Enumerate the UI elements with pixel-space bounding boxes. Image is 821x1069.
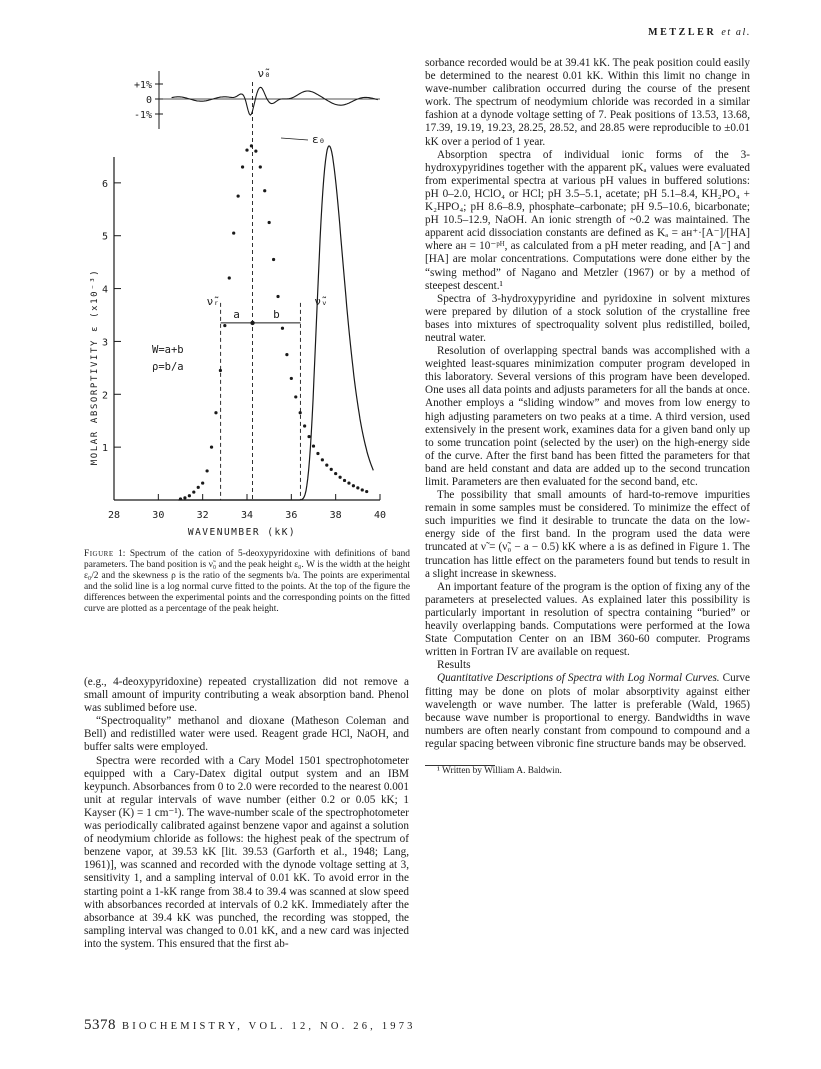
caption-label: Figure (84, 549, 114, 559)
paragraph: Absorption spectra of individual ionic forms of the 3-hydroxypyridines together with the apparent pKₐ values were evaluated from experimental spectra at various pH values in buffered solutions: pH 0–2.0, HClO₄ or HCl; pH 3.5–5.1, acetate; pH 5.1–8.4, KH₂PO₄ + K₂HPO₄; pH 8.6–8.9, phosphate–carbonate; pH 9.5–10.6, bicarbonate; pH 10.5–12.9, NaOH. An ionic strength of ~0.2 was maintained. The apparent acid dissociation constants are defined as Kₐ = aʜ⁺·[A⁻]/[HA] where aʜ = 10⁻ᵖᴴ, as calculated from a pH meter reading, and [A⁻] and [HA] are molar concentrations. Computations were done either by the “swing method” of Nagano and Metzler (1967) or by a method of steepest descent.¹ (425, 148, 750, 292)
x-tick-label: 40 (373, 510, 387, 521)
data-point (179, 497, 182, 500)
data-point (307, 435, 310, 438)
data-point (339, 476, 342, 479)
half-height-peak-marker (250, 321, 254, 325)
paragraph: Resolution of overlapping spectral bands was accomplished with a weighted least-squares minimization computer program developed in this laboratory. Several versions of this program have been developed. One uses all data points and adjusts parameters for all the bands at once. Another employs a “sliding window” and moves from low energy to high adjusting parameters on two peaks at a time. A third version, used extensively in the present work, examines data for a given band only up to some truncation point (selected by the user) on the high-energy side of the curve. After the first band has been fitted the parameters for that band are held constant and data are added up to the second truncation limit. Parameters are then evaluated for the second band, etc. (425, 345, 750, 488)
x-tick-label: 36 (285, 510, 298, 521)
data-point (365, 490, 368, 493)
data-point (285, 353, 288, 356)
data-point (263, 189, 266, 192)
page-number: 5378 (84, 1017, 116, 1033)
data-point (232, 231, 235, 234)
guide-lines (221, 82, 301, 500)
left-column (84, 676, 409, 951)
data-point (219, 369, 222, 372)
data-point (334, 472, 337, 475)
right-column (425, 57, 750, 777)
difference-curve (172, 87, 378, 115)
spectrum-chart (84, 57, 410, 537)
chart-annotations (90, 67, 328, 537)
paragraph: “Spectroquality” methanol and dioxane (Matheson Coleman and Bell) and redistilled water were used. Reagent grade HCl, NaOH, and buffer salts were employed. (84, 715, 409, 754)
eps0-leader (281, 138, 308, 140)
data-point (214, 411, 217, 414)
data-point (210, 446, 213, 449)
data-point (223, 324, 226, 327)
data-point (312, 444, 315, 447)
experimental-points (179, 144, 368, 500)
paragraph: (e.g., 4-deoxypyridoxine) repeated crystallization did not remove a small amount of impurity contributing a weak absorption band. Phenol was sublimed before use. (84, 676, 409, 715)
diff-tick-label: 0 (145, 95, 152, 106)
data-point (361, 488, 364, 491)
y-tick-label: 2 (101, 390, 108, 402)
data-point (192, 490, 195, 493)
data-point (259, 165, 262, 168)
data-point (201, 481, 204, 484)
data-point (294, 395, 297, 398)
section-heading-results: Results (437, 659, 471, 672)
y-tick-label: 5 (101, 231, 108, 243)
y-tick-label: 3 (101, 337, 108, 349)
x-tick-label: 28 (107, 510, 121, 521)
data-point (197, 486, 200, 489)
y-tick-label: 6 (101, 178, 108, 190)
eps0-label: ε₀ (312, 133, 326, 146)
data-point (281, 327, 284, 330)
nu-r-label: ν̃ᵣ (206, 294, 220, 308)
caption-text: 1: Spectrum of the cation of 5-deoxypyridoxine with definitions of band parameters. The band position is ν̃₀ and the peak height ε₀. W is the width at the height ε₀/2 and the skewness ρ is the ratio of the segments b/a. The points are experimental and the solid line is a log normal curve fitted to the points. At the top of the figure the differences between the experimental points and the corresponding points on the fitted curve are plotted as a percentage of the peak height. (84, 549, 410, 615)
chart-ticks (102, 179, 386, 521)
x-tick-label: 34 (240, 510, 254, 521)
data-point (183, 496, 186, 499)
data-point (188, 494, 191, 497)
y-tick-label: 1 (101, 443, 108, 455)
x-tick-label: 38 (329, 510, 342, 521)
data-point (316, 452, 319, 455)
figure-caption (84, 549, 410, 616)
data-point (356, 486, 359, 489)
data-point (228, 276, 231, 279)
data-point (237, 194, 240, 197)
data-point (321, 458, 324, 461)
data-point (245, 148, 248, 151)
diff-tick-label: +1% (133, 80, 152, 91)
data-point (254, 150, 257, 153)
nu0-label: ν̃₀ (257, 67, 271, 80)
running-head-authors: METZLER (648, 27, 717, 38)
data-point (347, 481, 350, 484)
data-point (303, 424, 306, 427)
y-axis-title: MOLAR ABSORPTIVITY ε (x10⁻³) (90, 268, 100, 466)
results-text: Curve fitting may be done on plots of molar absorptivity against either wavelength or wave number. The latter is preferable (Wald, 1965) because wave number is proportional to energy. Bandwidths in wave numbers are often nearly constant from compound to compound and a regular spacing between vibronic fine structure bands may be observed. (425, 672, 750, 750)
data-point (250, 144, 253, 147)
data-point (325, 464, 328, 467)
footnote: ¹ Written by William A. Baldwin. (437, 765, 562, 776)
paragraph: Spectra of 3-hydroxypyridine and pyridoxine in solvent mixtures were prepared by dilution of a stock solution of the crystalline free bases into mixtures of spectroquality solvent plus redistilled, boiled, neutral water. (425, 292, 750, 344)
skewness-equation: ρ=b/a (152, 361, 184, 373)
x-tick-label: 30 (152, 510, 165, 521)
data-point (330, 468, 333, 471)
width-equation: W=a+b (152, 344, 184, 356)
journal-citation: BIOCHEMISTRY, VOL. 12, NO. 26, 1973 (122, 1021, 416, 1032)
page-footer (84, 1017, 416, 1034)
diff-tick-label: -1% (133, 110, 152, 121)
paragraph: sorbance recorded would be at 39.41 kK. The peak position could easily be determined to the nearest 0.01 kK. Within this limit no change in wave-number calibration occurred during the course of the present work. The spectrum of neodymium chloride was recorded in a similar fashion at a dynode voltage setting of 7. Peak positions of 13.53, 13.68, 17.39, 19.19, 19.23, 28.25, 28.52, and 28.85 were reproducible to ±0.01 kK over a period of 1 year. (425, 57, 750, 148)
data-point (241, 165, 244, 168)
paragraph-results (425, 672, 750, 751)
x-axis-title: WAVENUMBER (kK) (187, 527, 297, 537)
paragraph: An important feature of the program is the option of fixing any of the parameters at preselected values. As explained later this possibility is particularly important in resolution of spectra containing “buried” or heavily overlapping bands. Computations were performed at the Iowa State Computation Center on an IBM 360-60 computer. Programs written in Fortran IV are available on request. (425, 580, 750, 659)
paragraph: Spectra were recorded with a Cary Model 1501 spectrophotometer equipped with a Cary-Datex digital output system and an IBM keypunch. Absorbances from 0 to 2.0 were recorded to the nearest 0.001 unit at regular intervals of wave number (either 0.2 or 0.05 kK; 1 Kayser (K) = 1 cm⁻¹). The wave-number scale of the spectrophotometer was periodically calibrated against benzene vapor and against a solution of neodymium chloride as follows: the highest peak of the spectrum of benzene vapor, at 39.53 kK [lit. 39.53 (Garforth et al., 1948; Lang, 1961)], was scanned and recorded with the dynode voltage setting at 3, sensitivity 1, and a sampling interval of 0.01 kK. To avoid error in the starting point a 1-kK range from 38.4 to 39.4 was scanned at slow speed with absorbances recorded at intervals of 0.2 kK. Immediately after the absorbance at 39.4 kK was punched, the recording was stopped, the sampling interval was changed to 0.01 kK, and a new card was injected into the system. This ensured that the first ab- (84, 754, 409, 950)
paragraph: The possibility that small amounts of hard-to-remove impurities remain in some samples must be considered. To minimize the effect of such impurities we find it desirable to truncate the data on the low-energy side of the first band. In the program used the data were truncated at ν̃ = (ν̃₀ − a − 0.5) kK where a is as defined in Figure 1. The truncation has little effect on the parameters found but tends to result in a slight increase in skewness. (425, 489, 750, 580)
running-head-etal: et al. (721, 27, 751, 38)
data-point (352, 484, 355, 487)
figure-1 (84, 57, 410, 537)
nu-v-label: ν̃ᵥ (314, 294, 328, 308)
y-tick-label: 4 (101, 284, 108, 296)
data-point (343, 479, 346, 482)
x-tick-label: 32 (196, 510, 209, 521)
running-head (648, 27, 751, 38)
data-point (290, 377, 293, 380)
data-point (268, 221, 271, 224)
data-point (299, 411, 302, 414)
results-subheading: Quantitative Descriptions of Spectra with Log Normal Curves. (437, 672, 720, 685)
chart-axes (114, 157, 380, 500)
data-point (206, 469, 209, 472)
a-label: a (233, 307, 240, 321)
data-point (276, 295, 279, 298)
b-label: b (273, 307, 280, 321)
data-point (272, 258, 275, 261)
